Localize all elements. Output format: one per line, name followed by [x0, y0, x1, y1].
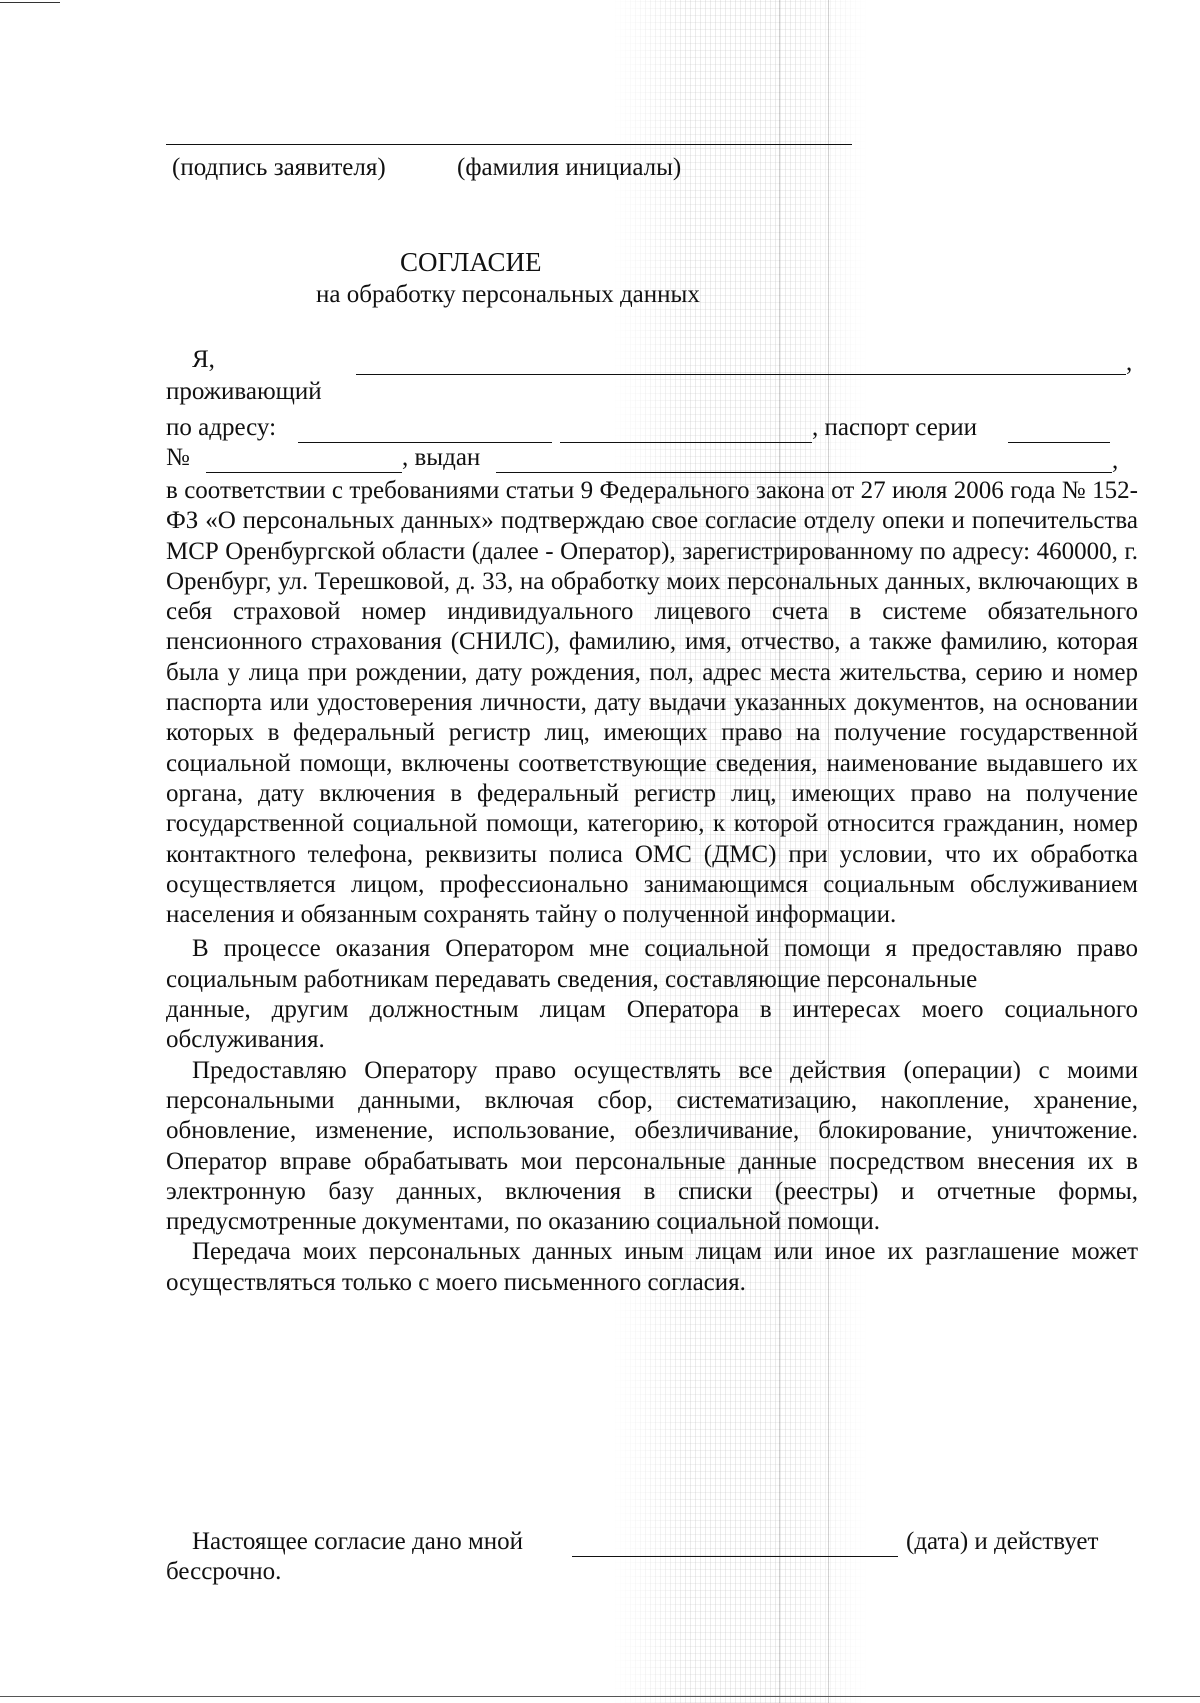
signature-line[interactable] [166, 144, 852, 145]
paragraph-4: Передача моих персональных данных иным лицам или иное их разглашение может осуществляться только с моего письменного согласия. [166, 1238, 1138, 1296]
i-label: Я, [192, 346, 215, 373]
paragraph-2-cont: данные, другим должностным лицам Оператора в интересах моего социального обслуживания. [166, 996, 1138, 1054]
living-label: проживающий [166, 378, 322, 405]
body-text [166, 476, 1138, 1298]
issued-by-field[interactable] [496, 472, 1112, 473]
address-label: по адресу: [166, 414, 277, 441]
paragraph-3: Предоставляю Оператору право осуществлять все действия (операции) с моими персональными данными, включая сбор, систематизацию, накопление, хранение, обновление, изменение, использование, обезличивание, блокирование, уничтожение. Оператор вправе обрабатывать мои персональные данные посредством внесения их в электронную базу данных, включения в списки (реестры) и отчетные формы, предусмотренные документами, по оказанию социальной помощи. [166, 1056, 1138, 1236]
passport-number-field[interactable] [206, 472, 402, 473]
signature-caption: (подпись заявителя) [172, 154, 386, 181]
paragraph-1: в соответствии с требованиями статьи 9 Федерального закона от 27 июля 2006 года № 152-ФЗ «О персональных данных» подтверждаю свое согласие отделу опеки и попечительства МСР Оренбургской области (далее - Оператор), зарегистрированному по адресу: 460000, г. Оренбург, ул. Терешковой, д. 33, на обработку моих персональных данных, включающих в себя страховой номер индивидуального лицевого счета в системе обязательного пенсионного страхования (СНИЛС), фамилию, имя, отчество, а также фамилию, которая была у лица при рождении, дату рождения, пол, адрес места жительства, серию и номер паспорта или удостоверения личности, дату выдачи указанных документов, на основании которых в федеральный регистр лиц, имеющих право на получение государственной социальной помощи, включены соответствующие сведения, наименование выдавшего их органа, дату включения в федеральный регистр лиц, имеющих право на получение государственной социальной помощи, категорию, к которой относится гражданин, номер контактного телефона, реквизиты полиса ОМС (ДМС) при условии, что их обработка осуществляется лицом, профессионально занимающимся социальным обслуживанием населения и обязанным сохранять тайну о полученной информации. [166, 477, 1138, 929]
comma: , [1126, 349, 1133, 376]
address-field-cont[interactable] [560, 442, 812, 443]
issued-label: , выдан [402, 444, 481, 471]
full-name-field[interactable] [356, 374, 1126, 375]
document-title: СОГЛАСИЕ [400, 247, 542, 277]
comma: , [1112, 447, 1119, 474]
scan-edge-line [0, 2, 60, 3]
paragraph-2: В процессе оказания Оператором мне социальной помощи я предоставляю право социальным работникам передавать сведения, составляющие персональные [166, 935, 1138, 993]
name-caption: (фамилия инициалы) [457, 154, 682, 181]
document-subtitle: на обработку персональных данных [316, 281, 700, 308]
scan-edge-line [0, 1696, 1200, 1697]
final-statement-end: (дата) и действует [906, 1528, 1099, 1555]
final-statement-last: бессрочно. [166, 1558, 282, 1585]
number-label: № [166, 444, 190, 471]
passport-series-field[interactable] [1008, 442, 1110, 443]
final-statement-start: Настоящее согласие дано мной [192, 1528, 524, 1555]
passport-series-label: , паспорт серии [812, 414, 978, 441]
date-field[interactable] [572, 1556, 898, 1557]
